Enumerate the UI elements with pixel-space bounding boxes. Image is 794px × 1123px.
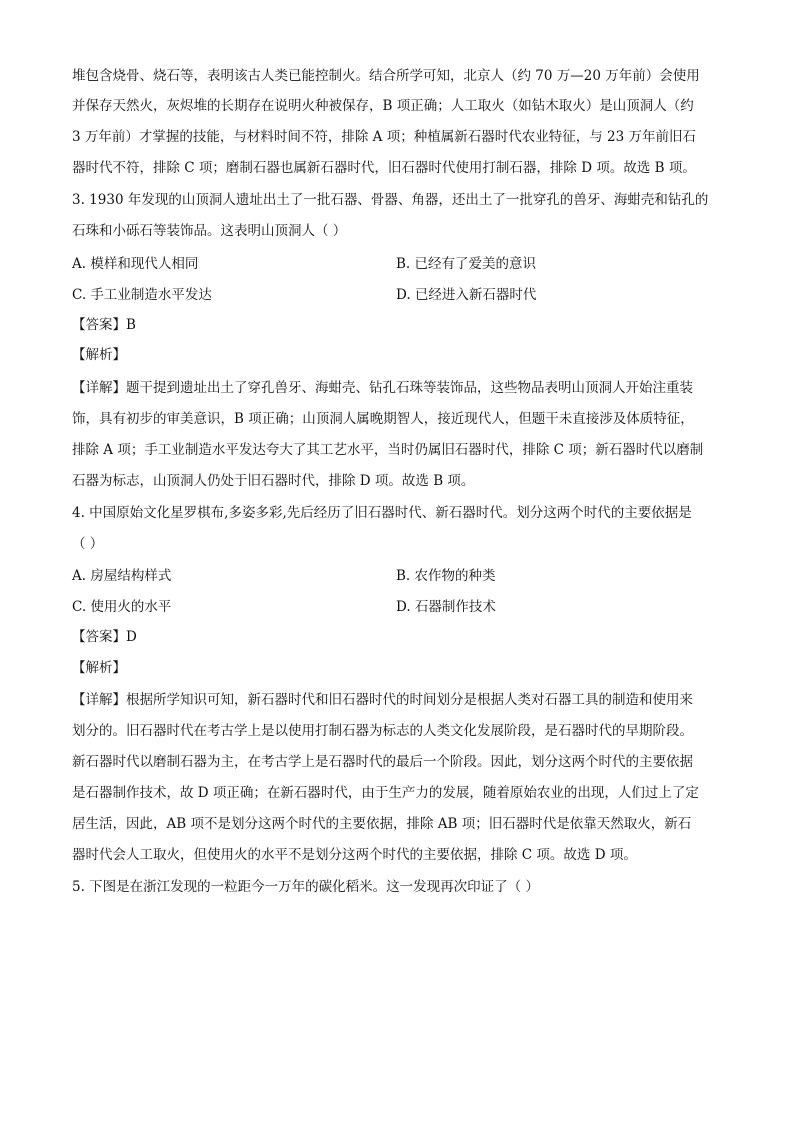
q3-stem-line-2: 石珠和小砾石等装饰品。这表明山顶洞人（ ） xyxy=(72,223,347,239)
q4-answer: 【答案】D xyxy=(72,629,137,645)
q2-explanation-line-1: 堆包含烧骨、烧石等，表明该古人类已能控制火。结合所学可知，北京人（约 70 万—20 万年前）会使用 xyxy=(72,68,700,84)
q3-analysis-label: 【解析】 xyxy=(72,347,126,363)
q4-detail-line-2: 划分的。旧石器时代在考古学上是以使用打制石器为标志的人类文化发展阶段，是石器时代的早期阶段。 xyxy=(72,723,693,739)
q3-detail-line-3: 排除 A 项；手工业制造水平发达夸大了其工艺水平，当时仍属旧石器时代，排除 C 项；新石器时代以磨制 xyxy=(72,442,704,458)
q3-option-d: D. 已经进入新石器时代 xyxy=(396,287,537,303)
q4-detail-line-6: 器时代会人工取火，但使用火的水平不是划分这两个时代的主要依据，排除 C 项。故选 D 项。 xyxy=(72,847,637,863)
q4-stem-line-2: （ ） xyxy=(72,536,104,552)
q4-option-d: D. 石器制作技术 xyxy=(396,599,496,615)
q2-explanation-line-2: 并保存天然火，灰烬堆的长期存在说明火种被保存，B 项正确；人工取火（如钻木取火）是山顶洞人（约 xyxy=(72,98,694,114)
q4-detail-line-4: 是石器制作技术，故 D 项正确；在新石器时代，由于生产力的发展，随着原始农业的出现，人们过上了定 xyxy=(72,785,699,801)
q2-explanation-line-3: 3 万年前）才掌握的技能，与材料时间不符，排除 A 项；种植属新石器时代农业特征，与 23 万年前旧石 xyxy=(72,129,696,145)
q4-option-a: A. 房屋结构样式 xyxy=(72,568,172,584)
q3-detail-line-1: 【详解】题干提到遗址出土了穿孔兽牙、海蚶壳、钻孔石珠等装饰品，这些物品表明山顶洞人开始注重装 xyxy=(72,380,693,396)
q3-detail-line-4: 石器为标志，山顶洞人仍处于旧石器时代，排除 D 项。故选 B 项。 xyxy=(72,473,475,489)
q3-option-c: C. 手工业制造水平发达 xyxy=(72,287,212,303)
q5-stem: 5. 下图是在浙江发现的一粒距今一万年的碳化稻米。这一发现再次印证了（ ） xyxy=(72,879,539,895)
q4-option-b: B. 农作物的种类 xyxy=(396,568,496,584)
q3-detail-line-2: 饰，具有初步的审美意识，B 项正确；山顶洞人属晚期智人，接近现代人，但题干未直接涉及体质特征， xyxy=(72,411,694,427)
q4-detail-line-3: 新石器时代以磨制石器为主，在考古学上是石器时代的最后一个阶段。因此，划分这两个时代的主要依据 xyxy=(72,754,693,770)
q3-answer: 【答案】B xyxy=(72,317,136,333)
q3-option-b: B. 已经有了爱美的意识 xyxy=(396,256,537,272)
q3-stem-line-1: 3. 1930 年发现的山顶洞人遗址出土了一批石器、骨器、角器，还出土了一批穿孔的兽牙、海蚶壳和钻孔的 xyxy=(72,192,709,208)
q4-detail-line-5: 居生活，因此，AB 项不是划分这两个时代的主要依据，排除 AB 项；旧石器时代是依靠天然取火，新石 xyxy=(72,816,692,832)
q4-analysis-label: 【解析】 xyxy=(72,660,126,676)
q4-stem-line-1: 4. 中国原始文化星罗棋布,多姿多彩,先后经历了旧石器时代、新石器时代。划分这两个时代的主要依据是 xyxy=(72,505,692,521)
q4-option-c: C. 使用火的水平 xyxy=(72,599,172,615)
q4-detail-line-1: 【详解】根据所学知识可知，新石器时代和旧石器时代的时间划分是根据人类对石器工具的制造和使用来 xyxy=(72,692,693,708)
q2-explanation-line-4: 器时代不符，排除 C 项；磨制石器也属新石器时代，旧石器时代使用打制石器，排除 D 项。故选 B 项。 xyxy=(72,160,696,176)
q3-option-a: A. 模样和现代人相同 xyxy=(72,256,199,272)
